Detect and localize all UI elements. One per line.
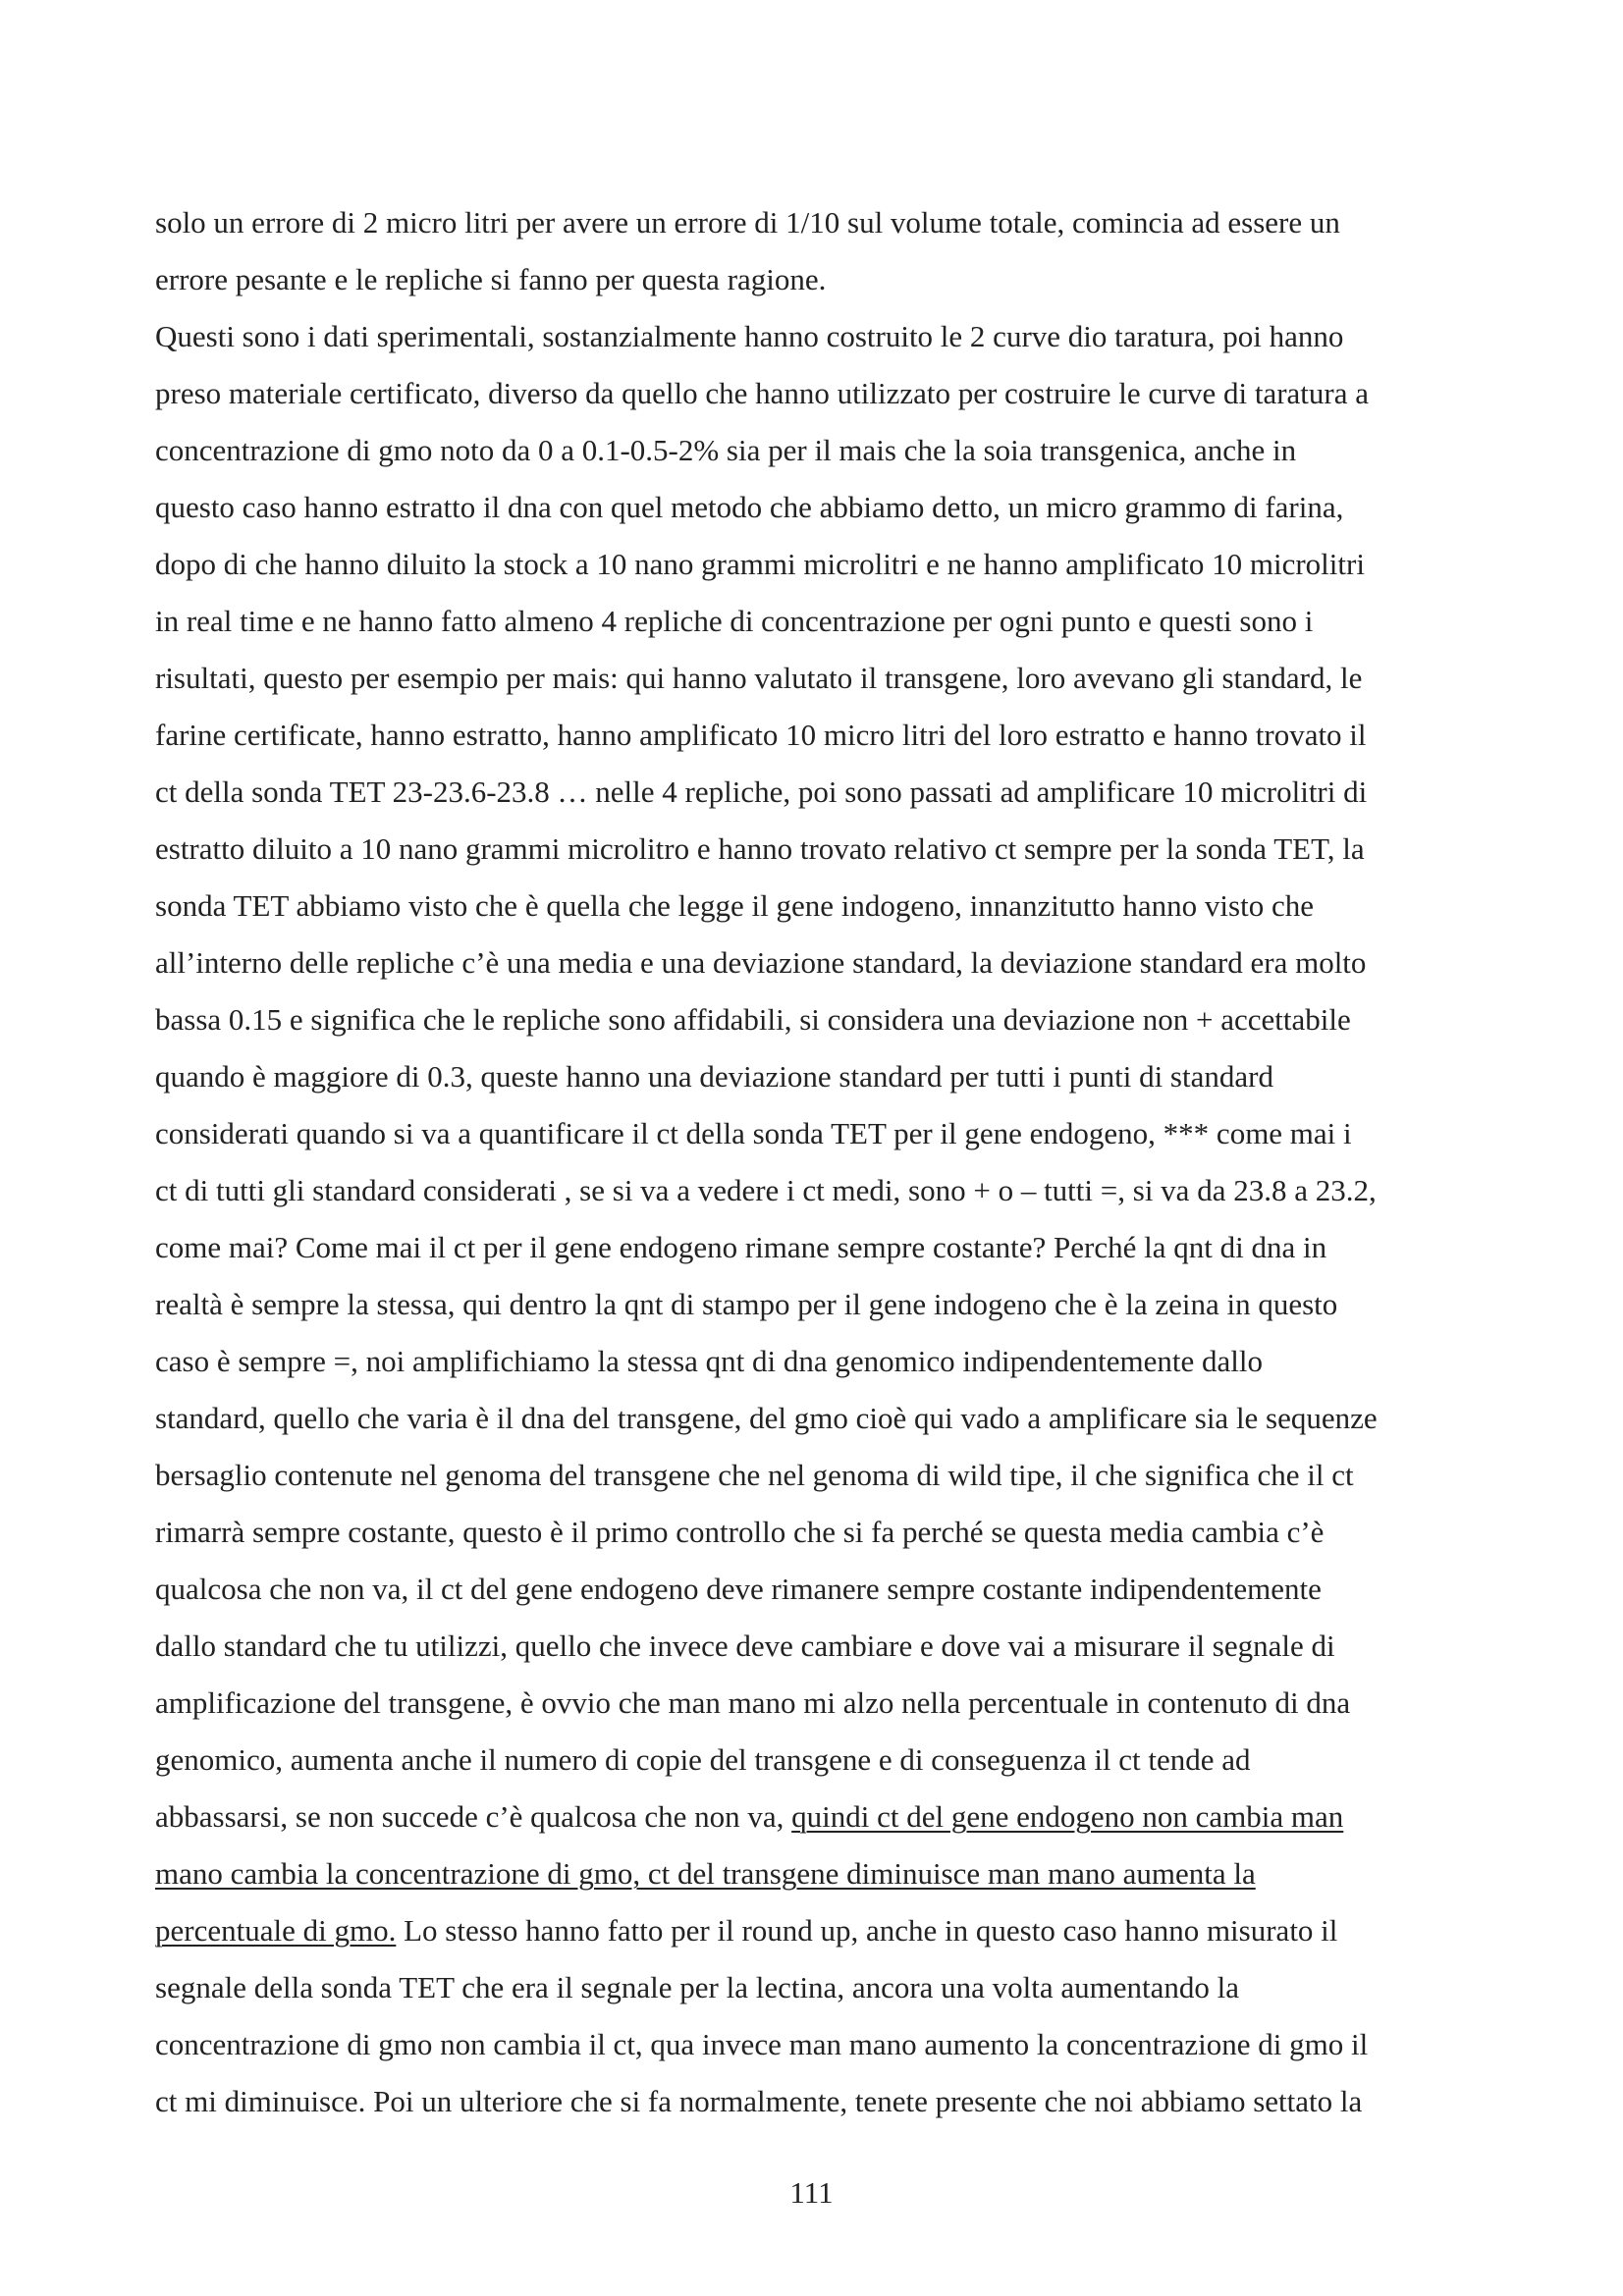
text-line: all’interno delle repliche c’è una media e una deviazione standard, la deviazione standard era molto [155,945,1367,980]
text-line: in real time e ne hanno fatto almeno 4 repliche di concentrazione per ogni punto e questi sono i [155,604,1314,638]
underlined-text: quindi ct del gene endogeno non cambia man [791,1799,1344,1834]
text-line: bassa 0.15 e significa che le repliche sono affidabili, si considera una deviazione non + accettabile [155,1002,1351,1037]
text-line: qualcosa che non va, il ct del gene endogeno deve rimanere sempre costante indipendentemente [155,1572,1322,1606]
text-line [155,1902,1490,1959]
text-line [155,1845,1490,1902]
text-line: standard, quello che varia è il dna del transgene, del gmo cioè qui vado a amplificare sia le sequenze [155,1401,1378,1435]
text-segment: abbassarsi, se non succede c’è qualcosa che non va, [155,1799,792,1834]
text-line: dallo standard che tu utilizzi, quello che invece deve cambiare e dove vai a misurare il segnale di [155,1629,1335,1663]
text-line: amplificazione del transgene, è ovvio che man mano mi alzo nella percentuale in contenuto di dna [155,1685,1351,1720]
page-number: 111 [789,2175,834,2210]
text-segment: Lo stesso hanno fatto per il round up, anche in questo caso hanno misurato il [396,1913,1338,1948]
text-line: genomico, aumenta anche il numero di copie del transgene e di conseguenza il ct tende ad [155,1742,1251,1777]
text-line: sonda TET abbiamo visto che è quella che legge il gene indogeno, innanzitutto hanno visto che [155,888,1314,923]
text-line: rimarrà sempre costante, questo è il primo controllo che si fa perché se questa media cambia c’è [155,1515,1325,1549]
text-line: Questi sono i dati sperimentali, sostanzialmente hanno costruito le 2 curve dio taratura, poi hanno [155,319,1344,353]
text-line: ct mi diminuisce. Poi un ulteriore che si fa normalmente, tenete presente che noi abbiamo settato la [155,2084,1363,2118]
text-line [155,1789,1490,1845]
underlined-text: mano cambia la concentrazione di gmo, ct del transgene diminuisce man mano aumenta la [155,1856,1256,1891]
text-line: solo un errore di 2 micro litri per avere un errore di 1/10 sul volume totale, comincia ad essere un [155,205,1340,240]
text-line: ct di tutti gli standard considerati , se si va a vedere i ct medi, sono + o – tutti =, si va da 23.8 a 23.2, [155,1173,1377,1207]
body-text [155,194,1490,2130]
text-line: come mai? Come mai il ct per il gene endogeno rimane sempre costante? Perché la qnt di dna in [155,1230,1327,1264]
underlined-text: percentuale di gmo. [155,1913,397,1948]
text-line: errore pesante e le repliche si fanno per questa ragione. [155,262,827,296]
text-line: concentrazione di gmo noto da 0 a 0.1-0.5-2% sia per il mais che la soia transgenica, anche in [155,433,1297,467]
text-line: ct della sonda TET 23-23.6-23.8 … nelle 4 repliche, poi sono passati ad amplificare 10 microlitri di [155,774,1368,809]
text-line: bersaglio contenute nel genoma del transgene che nel genoma di wild tipe, il che significa che il ct [155,1458,1354,1492]
text-line: quando è maggiore di 0.3, queste hanno una deviazione standard per tutti i punti di standard [155,1059,1273,1094]
text-line: dopo di che hanno diluito la stock a 10 nano grammi microlitri e ne hanno amplificato 10 microlitri [155,547,1365,581]
text-line: considerati quando si va a quantificare il ct della sonda TET per il gene endogeno, *** come mai i [155,1116,1352,1150]
text-line: farine certificate, hanno estratto, hanno amplificato 10 micro litri del loro estratto e hanno trovato il [155,718,1367,752]
text-line: caso è sempre =, noi amplifichiamo la stessa qnt di dna genomico indipendentemente dallo [155,1344,1264,1378]
text-line: risultati, questo per esempio per mais: qui hanno valutato il transgene, loro avevano gli standard, le [155,661,1363,695]
text-line: preso materiale certificato, diverso da quello che hanno utilizzato per costruire le curve di taratura a [155,376,1369,410]
text-line: questo caso hanno estratto il dna con quel metodo che abbiamo detto, un micro grammo di farina, [155,490,1344,524]
text-line: estratto diluito a 10 nano grammi microlitro e hanno trovato relativo ct sempre per la sonda TET, la [155,831,1365,866]
text-line: realtà è sempre la stessa, qui dentro la qnt di stampo per il gene indogeno che è la zeina in questo [155,1287,1338,1321]
text-line: concentrazione di gmo non cambia il ct, qua invece man mano aumento la concentrazione di gmo il [155,2027,1369,2061]
text-line: segnale della sonda TET che era il segnale per la lectina, ancora una volta aumentando la [155,1970,1240,2004]
